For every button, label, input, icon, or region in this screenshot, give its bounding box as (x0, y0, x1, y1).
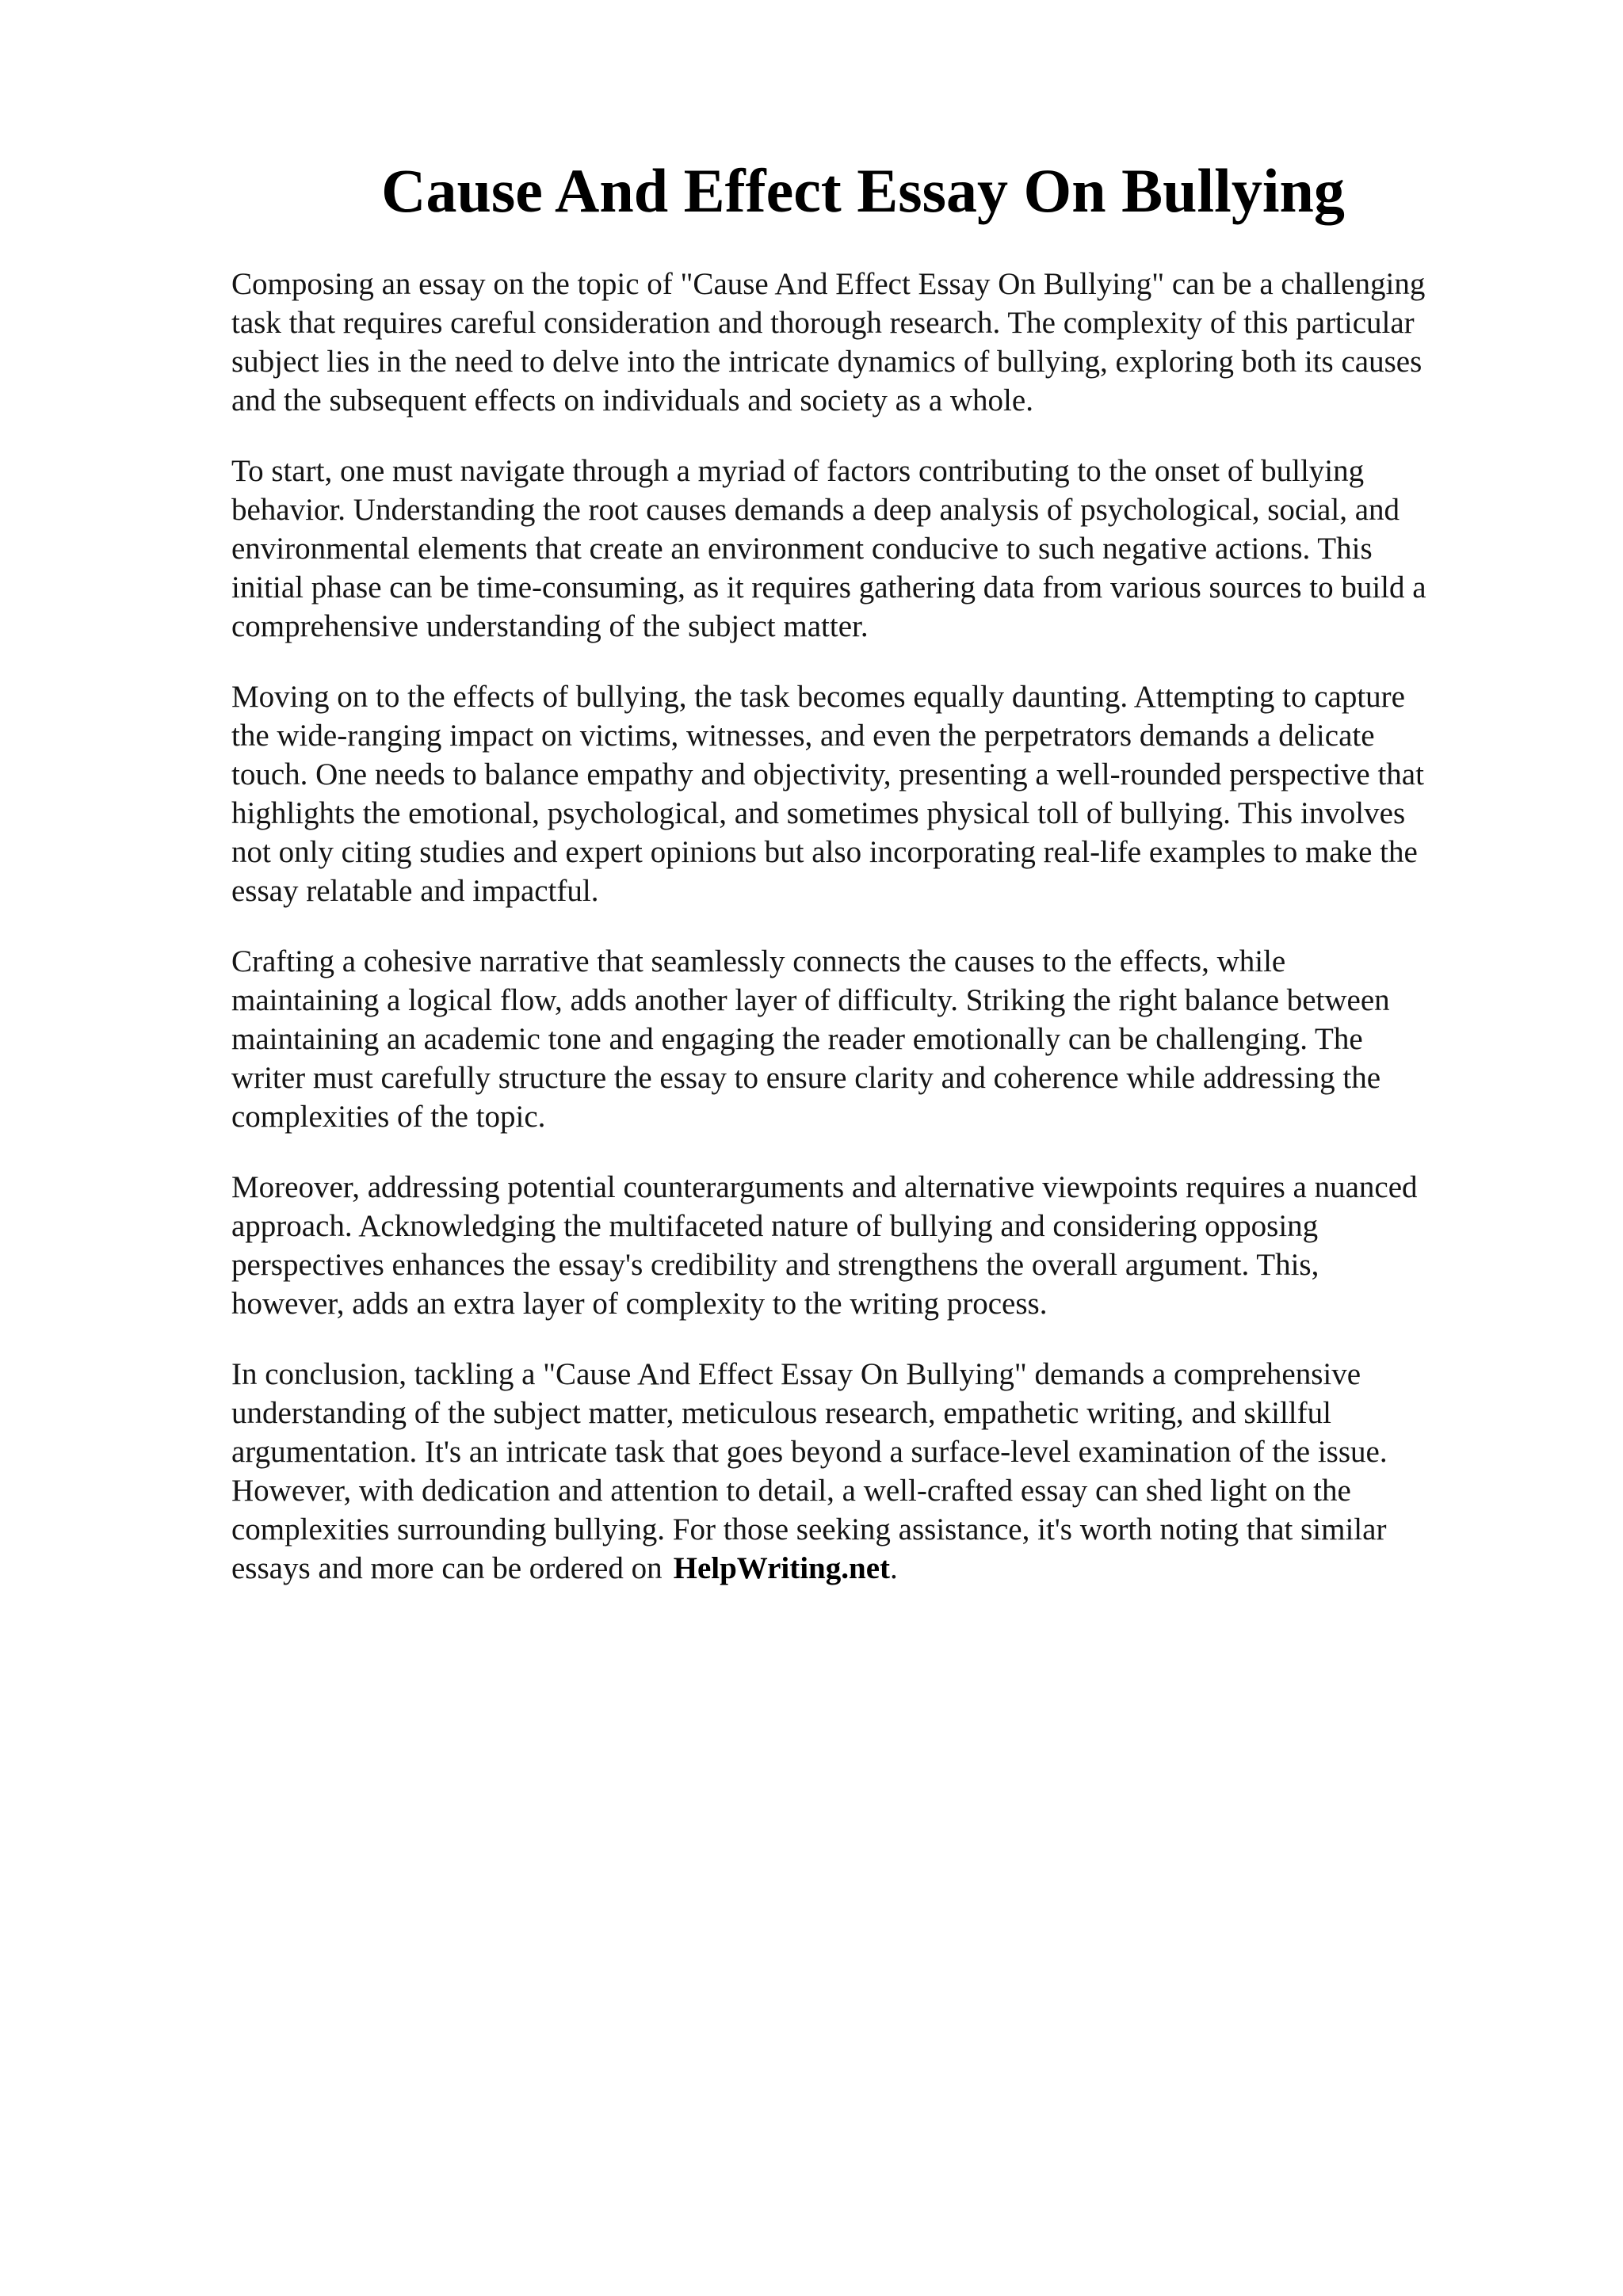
text-line: Composing an essay on the topic of "Cause And Effect Essay On Bullying" can be a challenging (231, 267, 1426, 301)
text-line: maintaining a logical flow, adds another layer of difficulty. Striking the right balance between (231, 983, 1390, 1017)
text-line: To start, one must navigate through a myriad of factors contributing to the onset of bullying (231, 454, 1365, 488)
text-line: however, adds an extra layer of complexity to the writing process. (231, 1287, 1048, 1321)
text-line: maintaining an academic tone and engaging the reader emotionally can be challenging. The (231, 1022, 1363, 1056)
text-line: environmental elements that create an environment conducive to such negative actions. This (231, 532, 1373, 566)
paragraph-2 (231, 452, 1515, 646)
essay-body (231, 265, 1515, 1619)
text-line: perspectives enhances the essay's credibility and strengthens the overall argument. This, (231, 1248, 1319, 1282)
text-line: the wide-ranging impact on victims, witnesses, and even the perpetrators demands a delicate (231, 719, 1375, 753)
paragraph-3 (231, 677, 1515, 910)
text-line: subject lies in the need to delve into the intricate dynamics of bullying, exploring both its causes (231, 345, 1423, 379)
text-line: complexities surrounding bullying. For those seeking assistance, it's worth noting that similar (231, 1512, 1387, 1547)
text-line: initial phase can be time-consuming, as it requires gathering data from various sources to build a (231, 570, 1426, 605)
paragraph-5 (231, 1168, 1515, 1323)
text-line: highlights the emotional, psychological, and sometimes physical toll of bullying. This involves (231, 796, 1406, 830)
text-line: behavior. Understanding the root causes demands a deep analysis of psychological, social, and (231, 493, 1400, 527)
text-line: task that requires careful consideration and thorough research. The complexity of this particular (231, 306, 1415, 340)
text-line: Moving on to the effects of bullying, the task becomes equally daunting. Attempting to capture (231, 680, 1405, 714)
text-line: Crafting a cohesive narrative that seamlessly connects the causes to the effects, while (231, 944, 1286, 978)
final-line (231, 1549, 1515, 1588)
text-line: approach. Acknowledging the multifaceted nature of bullying and considering opposing (231, 1209, 1319, 1243)
final-line-suffix: . (890, 1551, 898, 1585)
text-line: In conclusion, tackling a "Cause And Effect Essay On Bullying" demands a comprehensive (231, 1357, 1361, 1391)
text-line: However, with dedication and attention to detail, a well-crafted essay can shed light on the (231, 1474, 1351, 1508)
helpwriting-link[interactable]: HelpWriting.net (673, 1551, 890, 1585)
text-line: argumentation. It's an intricate task that goes beyond a surface-level examination of the issue. (231, 1435, 1388, 1469)
text-line: complexities of the topic. (231, 1100, 546, 1134)
text-line: Moreover, addressing potential counterarguments and alternative viewpoints requires a nuanced (231, 1170, 1418, 1204)
text-line: essay relatable and impactful. (231, 874, 599, 908)
paragraph-1 (231, 265, 1515, 420)
final-line-prefix: essays and more can be ordered on (231, 1551, 663, 1585)
text-line: and the subsequent effects on individuals and society as a whole. (231, 383, 1033, 418)
text-line: comprehensive understanding of the subject matter. (231, 609, 869, 643)
text-line: touch. One needs to balance empathy and objectivity, presenting a well-rounded perspective that (231, 757, 1424, 791)
text-line: not only citing studies and expert opinions but also incorporating real-life examples to make the (231, 835, 1418, 869)
text-line: writer must carefully structure the essay to ensure clarity and coherence while addressing the (231, 1061, 1381, 1095)
paragraph-4 (231, 942, 1515, 1136)
text-line: understanding of the subject matter, meticulous research, empathetic writing, and skillful (231, 1396, 1331, 1430)
page-title: Cause And Effect Essay On Bullying (381, 156, 1345, 225)
paragraph-6 (231, 1355, 1515, 1588)
